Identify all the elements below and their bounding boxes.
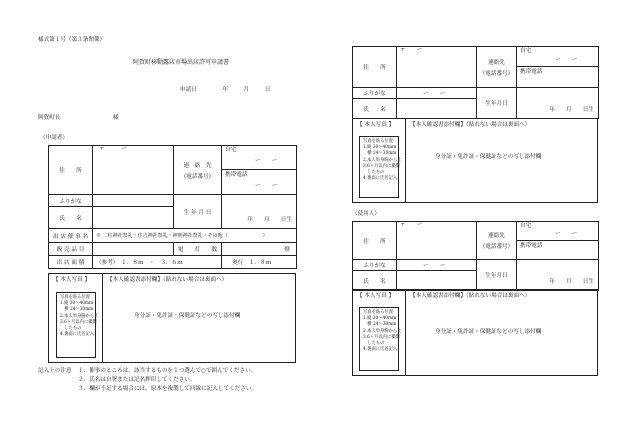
name-field[interactable] [93, 207, 174, 229]
rt-contact-label: 連絡先 （電話番号） [477, 47, 517, 88]
rb-furigana-label: ふりがな [353, 260, 397, 271]
rb-contact-field[interactable]: 自宅 ー ー 携帯電話 [517, 222, 599, 260]
note-2: ２．氏名は自署または記名押印してください。 [78, 377, 196, 383]
birth-field[interactable]: 年 月 日生 [222, 195, 297, 229]
furigana-field[interactable] [93, 195, 174, 207]
mobile-label: 携帯電話 [225, 172, 248, 178]
rt-id-header: 【本人確認書添付欄】（貼れない場合は裏面へ） [410, 122, 531, 128]
mobile-dash: ー ー [255, 183, 278, 189]
user-label: （使用人） [352, 211, 380, 217]
home-label: 自宅 [225, 147, 237, 153]
rb-address-label: 住 所 [353, 222, 397, 260]
right-bottom-form [352, 221, 599, 291]
rt-photo-frame[interactable]: 写真を貼る位置 1.縦 30～40mm 横 24～30mm 2.本人単身胸から上 3.6ヶ月以内に撮影 したもの 4.裏面に氏名記入 [359, 136, 399, 198]
date-line [180, 88, 270, 94]
home-dash: ー ー [255, 158, 278, 164]
name-label: 氏 名 [49, 207, 93, 229]
right-top-form [352, 46, 599, 119]
rb-address-field[interactable]: 〒 ー [397, 222, 477, 260]
rt-furigana-label: ふりがな [353, 88, 397, 99]
rt-contact-field[interactable]: 自宅 ー ー 携帯電話 [517, 47, 599, 88]
rt-name-label: 氏 名 [353, 99, 397, 119]
furigana-label: ふりがな [49, 195, 93, 207]
left-photo-frame[interactable]: 写真を貼る位置 1.縦 30～40mm 横 24～30mm 2.本人単身胸から上 3.6ヶ月以内に撮影 したもの 4.裏面に氏名記入 [56, 292, 96, 358]
note-3: ３．欄が不足する場合には、原本を複製して回線に記入してください。 [78, 386, 258, 392]
form-id: 様式第１号（第３条関係） [38, 37, 106, 43]
rt-name-field[interactable] [397, 99, 477, 119]
notes-heading: 記入上の注意 [38, 368, 72, 374]
rt-address-field[interactable]: 〒 ー [397, 47, 477, 88]
date-year-label: 年 [222, 87, 228, 93]
rb-name-label: 氏 名 [353, 271, 397, 291]
rt-address-label: 住 所 [353, 47, 397, 88]
addressee-name: 阿賀町長 [38, 115, 61, 121]
goods-label: 販 売 品 目 [49, 243, 93, 256]
form-title: 阿賀町移動露店市場出店許可申請書 [133, 59, 230, 66]
applicant-form [48, 145, 297, 269]
rb-birth-field[interactable]: 年 月 日生 [517, 260, 599, 291]
left-id-body: 身分証・免許証・保健証などの写し添付欄 [134, 313, 241, 319]
rb-contact-label: 連絡先 （電話番号） [477, 222, 517, 260]
rb-name-field[interactable] [397, 271, 477, 291]
area-field[interactable]: （参考） １．８ｍ ・ ３．６ｍ [93, 256, 222, 269]
goods-field[interactable] [93, 243, 174, 256]
rt-furigana-field[interactable]: ー ー [397, 88, 477, 99]
rb-id-header: 【本人確認書添付欄】（貼れない場合は裏面へ） [410, 293, 531, 299]
depth-field: 奥行 １．８ｍ [222, 256, 297, 269]
applicant-label: （申請者） [40, 135, 68, 141]
rb-photo-header: 【 本人写真 】 [357, 293, 395, 299]
address-field[interactable]: 〒 ー [93, 146, 174, 195]
left-id-header: 【本人確認書添付欄】（貼れない場合は裏面へ） [107, 277, 228, 283]
rb-id-body: 身分証・免許証・保健証などの写し添付欄 [435, 329, 542, 335]
power-field[interactable]: 燈 [222, 243, 297, 256]
rb-furigana-field[interactable]: ー ー [397, 260, 477, 271]
rt-photo-header: 【 本人写真 】 [357, 122, 395, 128]
area-label: 出 店 面 積 [49, 256, 93, 269]
left-photo-header: 【 本人写真 】 [53, 277, 91, 283]
rb-birth-label: 生年月日 [477, 260, 517, 291]
date-label: 申請日 [180, 87, 197, 93]
power-label: 電 灯 数 [174, 243, 222, 256]
addressee-suffix: 様 [113, 115, 119, 121]
rb-attach-box [352, 289, 598, 376]
left-attach-box [48, 273, 296, 363]
date-month-label: 月 [243, 87, 250, 93]
contact-label: 連 絡 先 （電話番号） [174, 146, 222, 195]
event-label: 出 店 催 事 名 [49, 229, 93, 243]
rb-photo-frame[interactable]: 写真を貼る位置 1.縦 30～40mm 横 24～30mm 2.本人単身胸から上 3.6ヶ月以内に撮影 したもの 4.裏面に氏名記入 [359, 307, 399, 371]
event-field[interactable]: ※ 二柱神社祭礼・住吉神社祭礼・神明神社祭礼・その他（ ） [93, 229, 297, 243]
birth-label: 生 年 月 日 [174, 195, 222, 229]
address-label: 住 所 [49, 146, 93, 195]
note-1: １．催事のところは、該当するものを１つ選んで○で囲んでください。 [78, 368, 257, 374]
date-day-label: 日 [264, 87, 271, 93]
rt-id-body: 身分証・免許証・保健証などの写し添付欄 [435, 154, 542, 160]
rt-birth-field[interactable]: 年 月 日生 [517, 88, 599, 119]
rt-birth-label: 生年月日 [477, 88, 517, 119]
rt-attach-box [352, 118, 598, 203]
contact-field[interactable] [222, 146, 297, 195]
